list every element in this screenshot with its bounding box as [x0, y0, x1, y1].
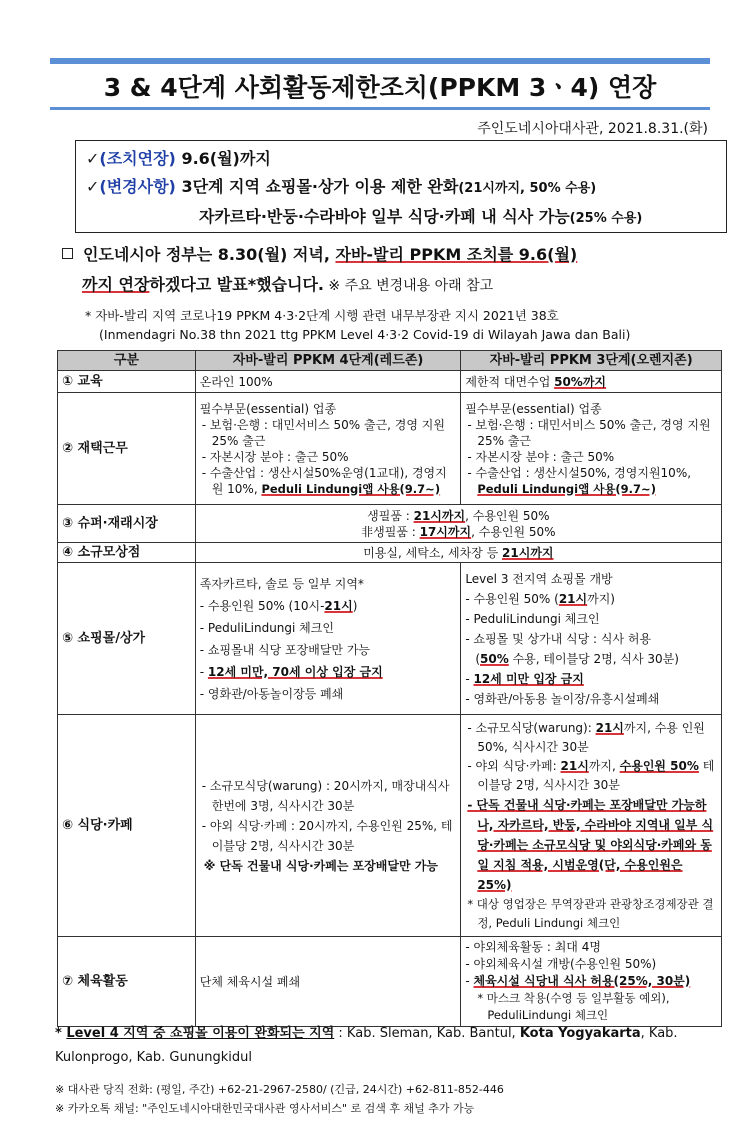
cell-text: - 소규모식당(warung): — [467, 720, 596, 735]
cell-line: ※ 단독 건물내 식당·카페는 포장배달만 가능 — [203, 858, 438, 873]
cell-highlight: 21시까지 — [502, 545, 554, 560]
level4-cell — [195, 563, 461, 715]
summary-text: 9.6(월)까지 — [181, 149, 271, 168]
cell-line: - 야외체육시설 개방(수용인원 50%) — [465, 957, 657, 971]
table-row-education — [58, 371, 722, 393]
cell-line: - 자본시장 분야 : 출근 50% — [467, 449, 615, 464]
summary-text: 자카르타·반둥·수라바야 일부 식당·카페 내 식사 가능 — [199, 207, 570, 226]
note-underlined: Level 4 지역 중 쇼핑몰 이용이 완화되는 지역 — [66, 1026, 335, 1041]
column-header: 자바-발리 PPKM 3단계(오렌지존) — [461, 351, 722, 371]
cell-highlight: 21시 — [324, 598, 353, 613]
cell-line: - 소규모식당(warung) : 20시까지, 매장내식사 한번에 3명, 식사시간 30분 — [201, 778, 450, 813]
level4-cell: 온라인 100% — [195, 371, 461, 393]
level3-cell: Level 3 전지역 쇼핑몰 개방 - 수용인원 50% (21시까지) - PeduliLindungi 체크인 - 쇼핑몰 및 상가내 식당 : 식사 허용 (50% 수용, 테이블당 2명, 식사 30분) - 12세 미만 입장 금지 - 영화관/아동용 놀이장/유흥시설폐쇄 — [461, 563, 722, 715]
cell-text: 제한적 대면수업 — [465, 374, 555, 389]
check-icon: ✓ — [86, 177, 100, 196]
merged-cell — [195, 505, 721, 543]
announcement-underlined: 자바-발리 PPKM 조치를 9.6(월) — [335, 245, 578, 264]
summary-line-changes — [86, 173, 716, 203]
cell-line: * 마스크 착용(수영 등 일부활동 예외), PeduliLindungi 체크인 — [477, 991, 670, 1022]
cell-line: - 보험·은행 : 대민서비스 50% 출근, 경영 지원 25% 출근 — [467, 417, 711, 448]
summary-small: (21시까지, 50% 수용) — [458, 181, 597, 196]
cell-line: - 수출산업 : 생산시설50%, 경영지원10%, — [467, 465, 692, 480]
cell-highlight: 체육시설 식당내 식사 허용(25%, 30분) — [473, 974, 691, 988]
cell-text: 생필품 : — [367, 508, 414, 523]
level4-cell: 단체 체육시설 폐쇄 — [195, 937, 461, 1027]
table-row-restaurants — [58, 715, 722, 937]
cell-line: 필수부문(essential) 업종 — [199, 401, 337, 416]
note-text: , Kab. Kulonprogo, Kab. Gunungkidul — [55, 1026, 678, 1065]
table-row-small-shops — [58, 543, 722, 563]
cell-line: - PeduliLindungi 체크인 — [465, 611, 600, 626]
cell-text: 非생필품 : — [361, 524, 420, 539]
cell-line: Level 3 전지역 쇼핑몰 개방 — [465, 571, 613, 586]
cell-text: , 수용인원 50% — [471, 524, 556, 539]
column-header: 자바-발리 PPKM 4단계(레드존) — [195, 351, 461, 371]
title-bar — [50, 64, 710, 110]
cell-text: - — [465, 671, 474, 686]
cell-line: - 쇼핑몰 및 상가내 식당 : 식사 허용 — [465, 631, 652, 646]
merged-cell — [195, 543, 721, 563]
level3-cell — [461, 393, 722, 505]
cell-highlight: - 단독 건물내 식당·카페는 포장배달만 가능하나, 자카르타, 반둥, 수라바야 지역내 일부 식당·카페는 소규모식당 및 야외식당·카페와 동일 지침 적용, 시범운영(단, 수용인원은 25%) — [467, 797, 714, 892]
cell-highlight: 21시 — [595, 720, 624, 735]
cell-line: - PeduliLindungi 체크인 — [199, 620, 334, 635]
contact-info — [55, 1080, 725, 1118]
announcement-text: 하겠다고 발표*했습니다. — [149, 275, 324, 294]
summary-tag: (변경사항) — [99, 177, 176, 196]
cell-text: 수용, 테이블당 2명, 식사 30분) — [508, 651, 679, 666]
cell-highlight: 17시까지 — [419, 524, 472, 539]
column-header: 구분 — [58, 351, 196, 371]
contact-phone: ※ 대사관 당직 전화: (평일, 주간) +62-21-2967-2580/ (긴급, 24시간) +62-811-852-446 — [55, 1083, 504, 1096]
level3-cell — [461, 371, 722, 393]
cell-text: - 수용인원 50% (10시- — [199, 598, 325, 613]
level3-cell — [461, 715, 722, 937]
cell-text: - — [465, 974, 474, 988]
summary-line-restaurants — [86, 203, 716, 233]
cell-line: - 영화관/아동놀이장등 폐쇄 — [199, 686, 344, 701]
announcement-text: 인도네시아 정부는 8.30(월) 저녁, — [83, 245, 336, 264]
footnote-line: (Inmendagri No.38 thn 2021 ttg PPKM Level 4·3·2 Covid-19 di Wilayah Jawa dan Bali) — [99, 327, 631, 342]
cell-line: - 수출산업 : 생산시설50%운영(1교대), 경영지원 10%, — [201, 465, 447, 496]
level4-cell — [195, 715, 461, 937]
announcement-underlined: 까지 연장 — [82, 275, 150, 294]
note-text: : Kab. Sleman, Kab. Bantul, — [334, 1026, 520, 1041]
cell-highlight: 12세 미만 입장 금지 — [473, 671, 584, 686]
cell-line: - 보험·은행 : 대민서비스 50% 출근, 경영 지원 25% 출근 — [201, 417, 445, 448]
table-row-markets — [58, 505, 722, 543]
cell-text: - 수용인원 50% ( — [465, 591, 559, 606]
summary-tag: (조치연장) — [99, 149, 176, 168]
level3-cell — [461, 937, 722, 1027]
issuer-date: 주인도네시아대사관, 2021.8.31.(화) — [477, 121, 708, 137]
row-category: ⑦ 체육활동 — [58, 937, 196, 1027]
cell-line: 족자카르타, 솔로 등 일부 지역* — [199, 576, 364, 591]
cell-highlight: 50%까지 — [554, 374, 607, 389]
cell-line: - 야외 식당·카페 : 20시까지, 수용인원 25%, 테이블당 2명, 식사시간 30분 — [201, 818, 453, 853]
row-category: ② 재택근무 — [58, 393, 196, 505]
page-title: 3 & 4단계 사회활동제한조치(PPKM 3ㆍ4) 연장 — [103, 72, 657, 102]
cell-text: 테이블당 2명, 식사시간 30분 — [477, 758, 715, 792]
cell-line: - 쇼핑몰내 식당 포장배달만 가능 — [199, 642, 371, 657]
cell-highlight: 수용인원 50% — [619, 758, 699, 773]
cell-highlight: Peduli Lindungi앱 사용(9.7~) — [477, 481, 656, 496]
cell-text: - 야외 식당·카페: — [467, 758, 561, 773]
row-category: ③ 슈퍼·재래시장 — [58, 505, 196, 543]
table-row-remote-work — [58, 393, 722, 505]
row-category: ① 교육 — [58, 371, 196, 393]
cell-highlight: 21시 — [560, 758, 589, 773]
check-icon: ✓ — [86, 149, 100, 168]
cell-highlight: 21시 — [558, 591, 588, 606]
summary-text: 3단계 지역 쇼핑몰·상가 이용 제한 완화 — [181, 177, 459, 196]
row-category: ⑥ 식당·카페 — [58, 715, 196, 937]
cell-highlight: 21시까지 — [413, 508, 466, 523]
cell-text: 미용실, 세탁소, 세차장 등 — [363, 545, 503, 560]
summary-box — [75, 140, 727, 233]
measures-table — [57, 350, 722, 1027]
cell-highlight: Peduli Lindungi앱 사용(9.7~) — [261, 481, 441, 496]
cell-line: * 대상 영업장은 무역장관과 관광창조경제장관 결정, Peduli Lindungi 체크인 — [467, 896, 714, 930]
table-header-row — [58, 351, 722, 371]
mall-region-note — [55, 1022, 725, 1070]
checkbox-square-icon — [62, 248, 73, 259]
cell-line: - 야외체육활동 : 최대 4명 — [465, 940, 601, 954]
cell-text: - — [199, 664, 208, 679]
cell-text: ) — [352, 598, 358, 613]
table-row-malls — [58, 563, 722, 715]
contact-kakao: ※ 카카오톡 채널: "주인도네시아대한민국대사관 영사서비스" 로 검색 후 채널 추가 가능 — [55, 1102, 475, 1115]
cell-text: 까지, — [588, 758, 620, 773]
cell-highlight: 12세 미만, 70세 이상 입장 금지 — [207, 664, 383, 679]
cell-line: - 자본시장 분야 : 출근 50% — [201, 449, 349, 464]
row-category: ⑤ 쇼핑몰/상가 — [58, 563, 196, 715]
table-row-sports — [58, 937, 722, 1027]
cell-line: 필수부문(essential) 업종 — [465, 401, 602, 416]
cell-highlight: 50% — [480, 651, 509, 666]
cell-text: , 수용인원 50% — [465, 508, 550, 523]
summary-small: (25% 수용) — [569, 211, 643, 226]
note-star: * — [55, 1026, 67, 1041]
directive-footnote — [85, 306, 715, 344]
announcement — [62, 240, 722, 301]
cell-line: - 영화관/아동용 놀이장/유흥시설폐쇄 — [465, 691, 660, 706]
row-category: ④ 소규모상점 — [58, 543, 196, 563]
summary-line-extension — [86, 145, 716, 173]
note-bold: Kota Yogyakarta — [519, 1026, 641, 1041]
cell-text: 까지) — [587, 591, 615, 606]
announcement-note: ※ 주요 변경내용 아래 참고 — [323, 278, 494, 294]
cell-text: 까지, 수용 인원 50%, 식사시간 30분 — [477, 720, 705, 754]
footnote-line: * 자바-발리 지역 코로나19 PPKM 4·3·2단계 시행 관련 내무부장관 지시 2021년 38호 — [85, 308, 559, 323]
level4-cell — [195, 393, 461, 505]
